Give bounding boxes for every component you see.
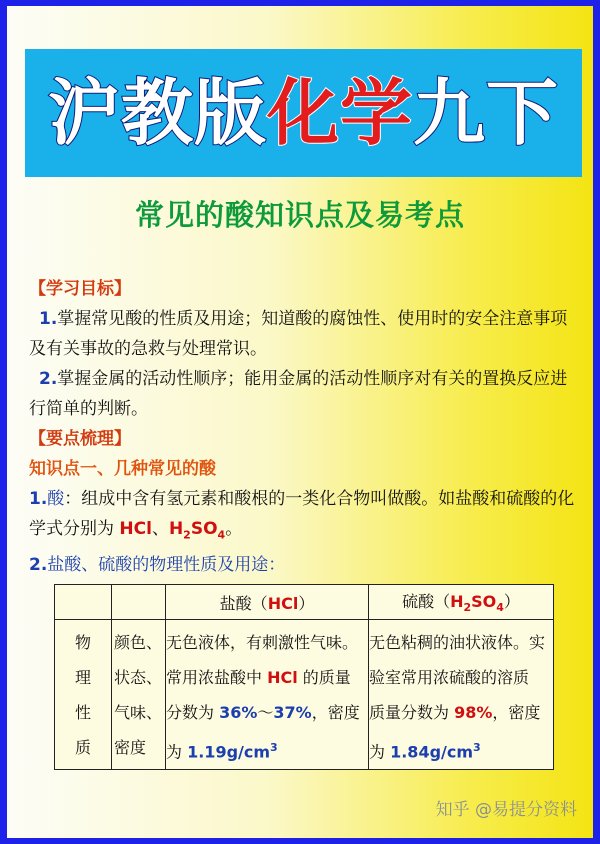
objective-text-1: 掌握常见酸的性质及用途；知道酸的腐蚀性、使用时的安全注意事项及有关事故的急救与处理常识。 bbox=[29, 309, 568, 359]
acid-definition bbox=[29, 484, 581, 550]
table-header-row bbox=[55, 585, 554, 620]
table-row bbox=[55, 620, 554, 770]
page bbox=[7, 6, 593, 838]
def-text: ：组成中含有氢元素和酸根的一类化合物叫做酸。如盐酸和硫酸的化学式分别为 bbox=[29, 489, 575, 539]
properties-intro bbox=[29, 550, 581, 580]
banner-title-part1: 沪教版 bbox=[47, 71, 267, 155]
def-num: 1. bbox=[29, 489, 48, 509]
banner-title-part2: 化学 bbox=[266, 71, 413, 155]
formula-hcl: HCl bbox=[119, 519, 152, 539]
section-heading-objectives: 【学习目标】 bbox=[29, 279, 131, 299]
def-end: 。 bbox=[225, 519, 243, 539]
title-banner bbox=[25, 49, 582, 177]
subtitle: 常见的酸知识点及易考点 bbox=[134, 198, 465, 232]
table-corner-cell bbox=[55, 585, 112, 620]
item2-text: 盐酸、硫酸的物理性质及用途： bbox=[47, 555, 286, 576]
properties-table bbox=[54, 584, 554, 770]
row-label-physical-properties: 物 理 性 质 bbox=[55, 620, 112, 770]
objective-num-2: 2. bbox=[39, 369, 58, 389]
banner-title-part3: 九下 bbox=[413, 71, 560, 155]
formula-h2so4: $H_2SO_4$ bbox=[168, 519, 226, 542]
objective-item-2 bbox=[29, 364, 581, 424]
item2-num: 2. bbox=[29, 555, 48, 576]
knowledge-point-title: 知识点一、几种常见的酸 bbox=[29, 459, 216, 479]
header-h2so4: 硫酸$(H_2SO_4)$ bbox=[369, 585, 554, 620]
objective-num-1: 1. bbox=[39, 309, 58, 329]
content bbox=[29, 274, 581, 580]
section-heading-summary: 【要点梳理】 bbox=[29, 429, 131, 449]
hcl-description: 无色液体，有刺激性气味。 常用浓盐酸中 HCl 的质量 分数为 36%～37%，密度 为 $1.19g/cm^3$ bbox=[166, 620, 369, 770]
objective-item-1 bbox=[29, 304, 581, 364]
h2so4-description: 无色粘稠的油状液体。实 验室常用浓硫酸的溶质 质量分数为 98%，密度 为 $1.84g/cm^3$ bbox=[369, 620, 554, 770]
watermark: 知乎 @易提分资料 bbox=[435, 800, 577, 820]
def-sep: 、 bbox=[151, 519, 169, 539]
objective-text-2: 掌握金属的活动性顺序；能用金属的活动性顺序对有关的置换反应进行简单的判断。 bbox=[29, 369, 568, 419]
def-term: 酸 bbox=[47, 489, 65, 509]
banner-title bbox=[25, 49, 582, 177]
header-hcl: 盐酸（HCl） bbox=[166, 585, 369, 620]
attribute-list: 颜色、 状态、 气味、 密度 bbox=[112, 620, 166, 770]
table-corner-cell-2 bbox=[112, 585, 166, 620]
